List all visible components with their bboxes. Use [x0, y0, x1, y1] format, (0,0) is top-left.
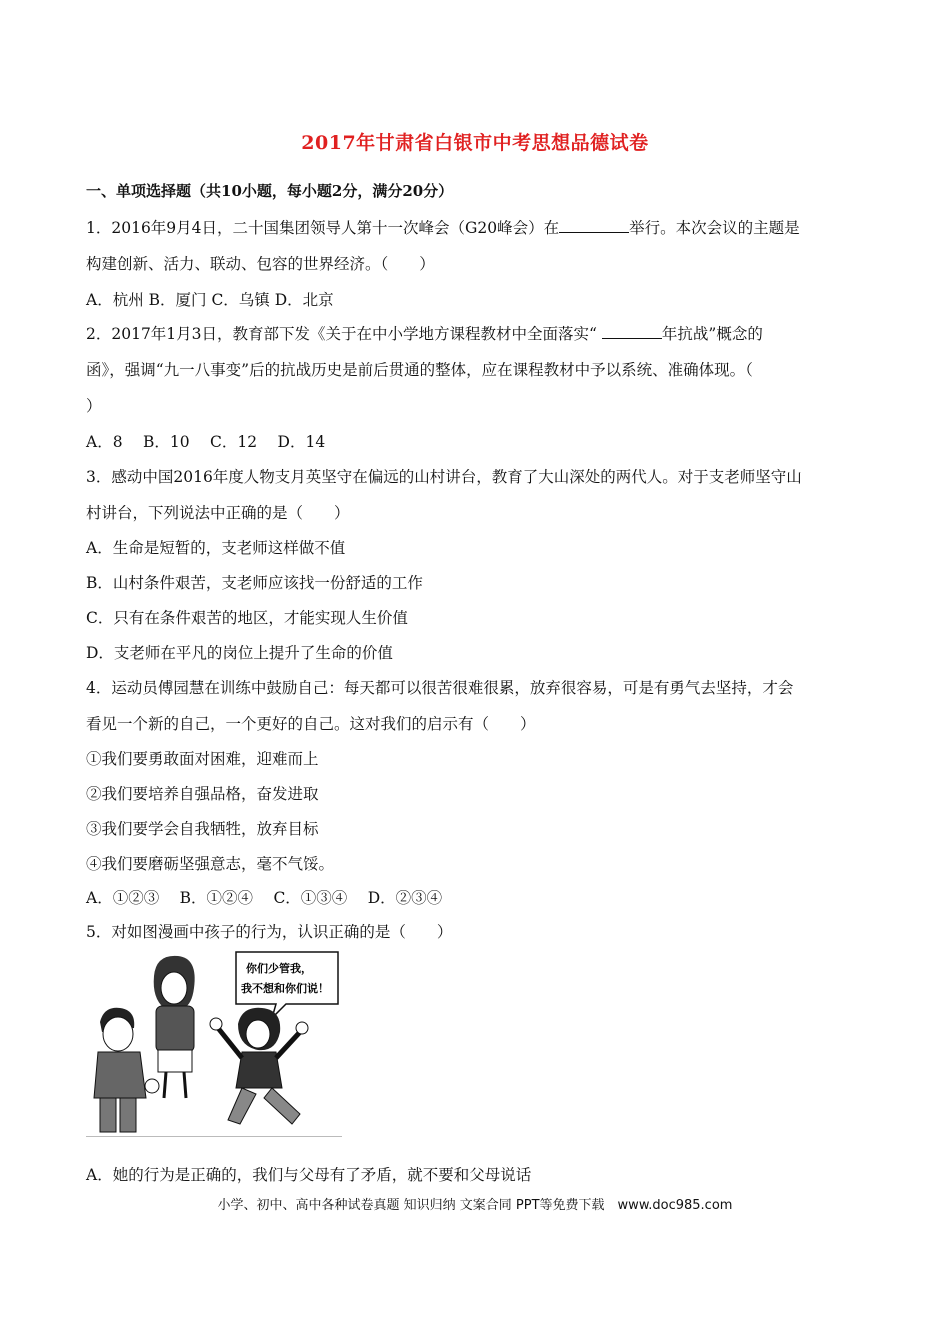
speech-bubble-line1: 你们少管我， [246, 962, 312, 975]
page-footer: 小学、初中、高中各种试卷真题 知识归纳 文案合同 PPT等免费下载 www.doc985.com [217, 1198, 733, 1213]
girl-figure [210, 1008, 308, 1124]
q2-line2: 函》，强调“九一八事变”后的抗战历史是前后贯通的整体，应在课程教材中予以系统、准确体现。（ [86, 361, 753, 379]
mother-figure [154, 956, 195, 1098]
q3-option-c: C．只有在条件艰苦的地区，才能实现人生价值 [86, 609, 408, 627]
page-title: 2017年甘肃省白银市中考思想品德试卷 [301, 132, 649, 154]
q2-options: A．8 B．10 C．12 D．14 [86, 433, 326, 451]
q2-text-b: 年抗战”概念的 [661, 325, 763, 343]
q2-blank [602, 324, 662, 339]
q2-line1 [86, 322, 763, 344]
q4-options: A．①②③ B．①②④ C．①③④ D．②③④ [86, 889, 443, 907]
q5-option-a: A．她的行为是正确的，我们与父母有了矛盾，就不要和父母说话 [86, 1166, 532, 1184]
father-figure [94, 1008, 159, 1132]
q2-line3: ） [86, 397, 102, 415]
q3-line2: 村讲台，下列说法中正确的是（ ） [86, 504, 350, 522]
q4-item-2: ②我们要培养自强品格，奋发进取 [86, 785, 319, 803]
q4-item-3: ③我们要学会自我牺牲，放弃目标 [86, 820, 319, 838]
q1-blank [559, 218, 629, 233]
q1-text-b: 举行。本次会议的主题是 [629, 219, 800, 237]
q3-option-a: A．生命是短暂的，支老师这样做不值 [86, 539, 346, 557]
q5-cartoon-image [86, 948, 342, 1136]
q2-text-a: 2．2017年1月3日，教育部下发《关于在中小学地方课程教材中全面落实“ [86, 325, 602, 343]
q3-option-b: B．山村条件艰苦，支老师应该找一份舒适的工作 [86, 574, 423, 592]
q1-line2: 构建创新、活力、联动、包容的世界经济。（ ） [86, 255, 435, 273]
section-heading: 一、单项选择题（共10小题，每小题2分，满分20分） [86, 182, 454, 200]
q4-item-1: ①我们要勇敢面对困难，迎难而上 [86, 750, 319, 768]
speech-bubble-line2: 我不想和你们说！ [241, 982, 329, 995]
q3-option-d: D．支老师在平凡的岗位上提升了生命的价值 [86, 644, 393, 662]
q4-line1: 4．运动员傅园慧在训练中鼓励自己：每天都可以很苦很难很累，放弃很容易，可是有勇气去坚持，才会 [86, 679, 794, 697]
q5-line1: 5．对如图漫画中孩子的行为，认识正确的是（ ） [86, 923, 453, 941]
q4-line2: 看见一个新的自己，一个更好的自己。这对我们的启示有（ ） [86, 715, 536, 733]
image-divider [86, 1136, 342, 1137]
q1-line1 [86, 216, 800, 238]
q1-text-a: 1．2016年9月4日，二十国集团领导人第十一次峰会（G20峰会）在 [86, 219, 560, 237]
q3-line1: 3．感动中国2016年度人物支月英坚守在偏远的山村讲台，教育了大山深处的两代人。对于支老师坚守山 [86, 468, 802, 486]
q4-item-4: ④我们要磨砺坚强意志，毫不气馁。 [86, 855, 335, 873]
q1-options: A．杭州 B．厦门 C．乌镇 D．北京 [86, 291, 334, 309]
